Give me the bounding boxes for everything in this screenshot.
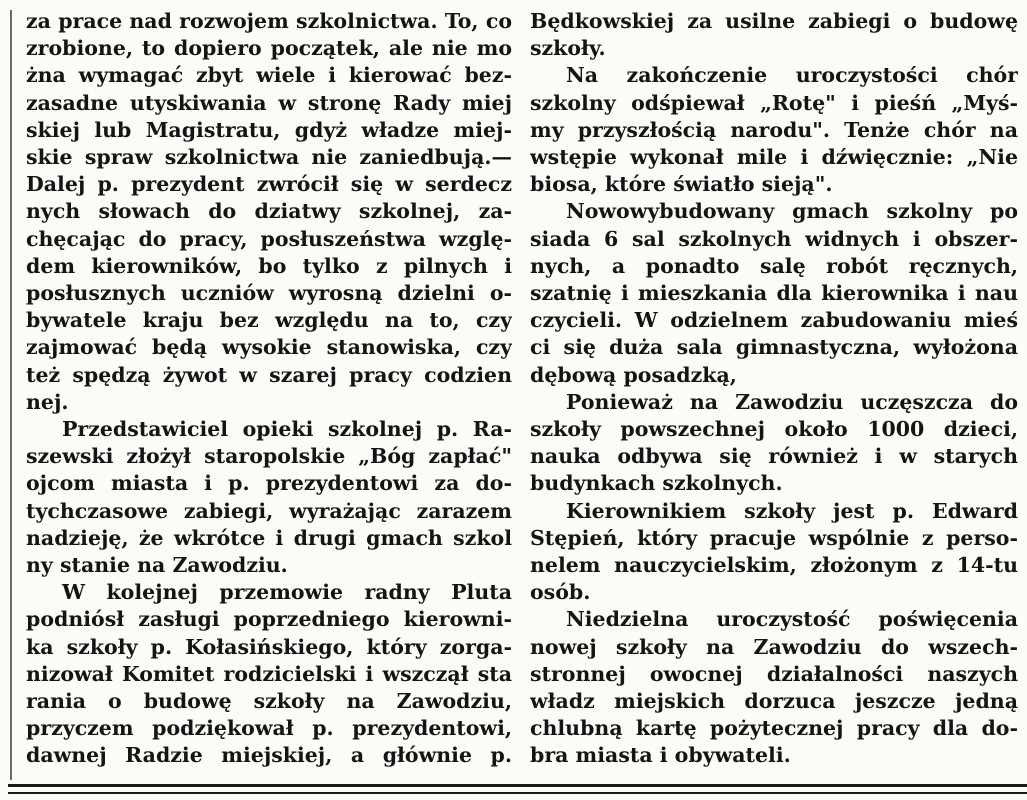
text-line: dębową posadzką,	[530, 362, 737, 387]
text-line: skie spraw szkolnictwa nie zaniedbują.—	[26, 145, 512, 170]
text-line: nadzieję, że wkrótce i drugi gmach szkol	[26, 525, 512, 550]
text-line: nelem nauczycielskim, złożonym z 14-tu	[530, 553, 1018, 578]
article-column-left	[26, 8, 512, 770]
text-line: bywatele kraju bez względu na to, czy	[26, 308, 512, 333]
text-line: dem kierowników, bo tylko z pilnych i	[26, 253, 512, 278]
text-line: posłusznych uczniów wyrosną dzielni o-	[26, 281, 512, 306]
text-line: Dalej p. prezydent zwrócił się w serdecz	[26, 172, 512, 197]
text-line: budynkach szkolnych.	[530, 471, 783, 496]
text-line: chlubną kartę pożytecznej pracy dla do-	[530, 716, 1018, 741]
text-line: my przyszłością narodu". Tenże chór na	[530, 117, 1018, 142]
text-line: biosa, które światło sieją".	[530, 172, 833, 197]
text-line: zajmować będą wysokie stanowiska, czy	[26, 335, 512, 360]
text-line: dawnej Radzie miejskiej, a głównie p.	[26, 743, 512, 768]
text-line: żna wymagać zbyt wiele i kierować bez-	[26, 63, 512, 88]
text-line: bra miasta i obywateli.	[530, 743, 791, 768]
text-line: osób.	[530, 580, 591, 605]
article-column-right	[530, 8, 1018, 770]
text-line: szkolny odśpiewał „Rotę" i pieśń „Myś-	[530, 90, 1018, 115]
text-line: zrobione, to dopiero początek, ale nie mo	[26, 36, 512, 61]
text-line: nauka odbywa się również i w starych	[530, 444, 1018, 469]
bottom-rule	[8, 784, 1027, 787]
text-line: nowej szkoły na Zawodziu do wszech-	[530, 634, 1018, 659]
text-line: przyczem podziękował p. prezydentowi,	[26, 716, 512, 741]
text-line: ojcom miasta i p. prezydentowi za do-	[26, 471, 512, 496]
left-edge-rule	[10, 10, 12, 780]
text-line: Ponieważ na Zawodziu uczęszcza do	[566, 389, 1018, 414]
text-line: nych, a ponadto salę robót ręcznych,	[530, 253, 1018, 278]
text-line: W kolejnej przemowie radny Pluta	[62, 580, 512, 605]
bottom-rule-thin	[8, 792, 1027, 794]
text-line: szatnię i mieszkania dla kierownika i nau	[530, 281, 1018, 306]
text-line: Będkowskiej za usilne zabiegi o budowę	[530, 9, 1018, 33]
text-line: skiej lub Magistratu, gdyż władze miej-	[26, 117, 512, 142]
text-line: zasadne utyskiwania w stronę Rady miej	[26, 90, 512, 115]
text-line: Nowowybudowany gmach szkolny po	[566, 199, 1018, 224]
text-line: rania o budowę szkoły na Zawodziu,	[26, 689, 512, 714]
text-line: szkoły.	[530, 36, 606, 61]
text-line: też spędzą żywot w szarej pracy codzien	[26, 362, 512, 387]
text-line: władz miejskich dorzuca jeszcze jedną	[530, 689, 1018, 714]
text-line: siada 6 sal szkolnych widnych i obszer-	[530, 226, 1018, 251]
text-line: nych słowach do dziatwy szkolnej, za-	[26, 199, 512, 224]
text-line: Kierownikiem szkoły jest p. Edward	[566, 498, 1018, 523]
text-line: czycieli. W odzielnem zabudowaniu mieś	[530, 308, 1018, 333]
text-line: Stępień, który pracuje wspólnie z perso-	[530, 525, 1018, 550]
text-line: tychczasowe zabiegi, wyrażając zarazem	[26, 498, 512, 523]
text-line: szkoły powszechnej około 1000 dzieci,	[530, 417, 1018, 442]
text-line: ka szkoły p. Kołasińskiego, który zorga-	[26, 634, 512, 659]
text-line: podniósł zasługi poprzedniego kierowni-	[26, 607, 512, 632]
text-line: szewski złożył staropolskie „Bóg zapłać"	[26, 444, 512, 469]
text-line: ny stanie na Zawodziu.	[26, 553, 288, 578]
text-line: za prace nad rozwojem szkolnictwa. To, co	[26, 9, 512, 33]
text-line: nej.	[26, 389, 69, 414]
text-line: chęcając do pracy, posłuszeństwa wzglę-	[26, 226, 512, 251]
text-line: wstępie wykonał mile i dźwięcznie: „Nie	[530, 145, 1018, 170]
text-line: stronnej owocnej działalności naszych	[530, 661, 1018, 686]
text-line: Na zakończenie uroczystości chór	[566, 63, 1018, 88]
text-line: Przedstawiciel opieki szkolnej p. Ra-	[62, 417, 512, 442]
text-line: nizował Komitet rodzicielski i wszczął sta	[26, 661, 512, 686]
text-line: ci się duża sala gimnastyczna, wyłożona	[530, 335, 1018, 360]
text-line: Niedzielna uroczystość poświęcenia	[566, 607, 1018, 632]
